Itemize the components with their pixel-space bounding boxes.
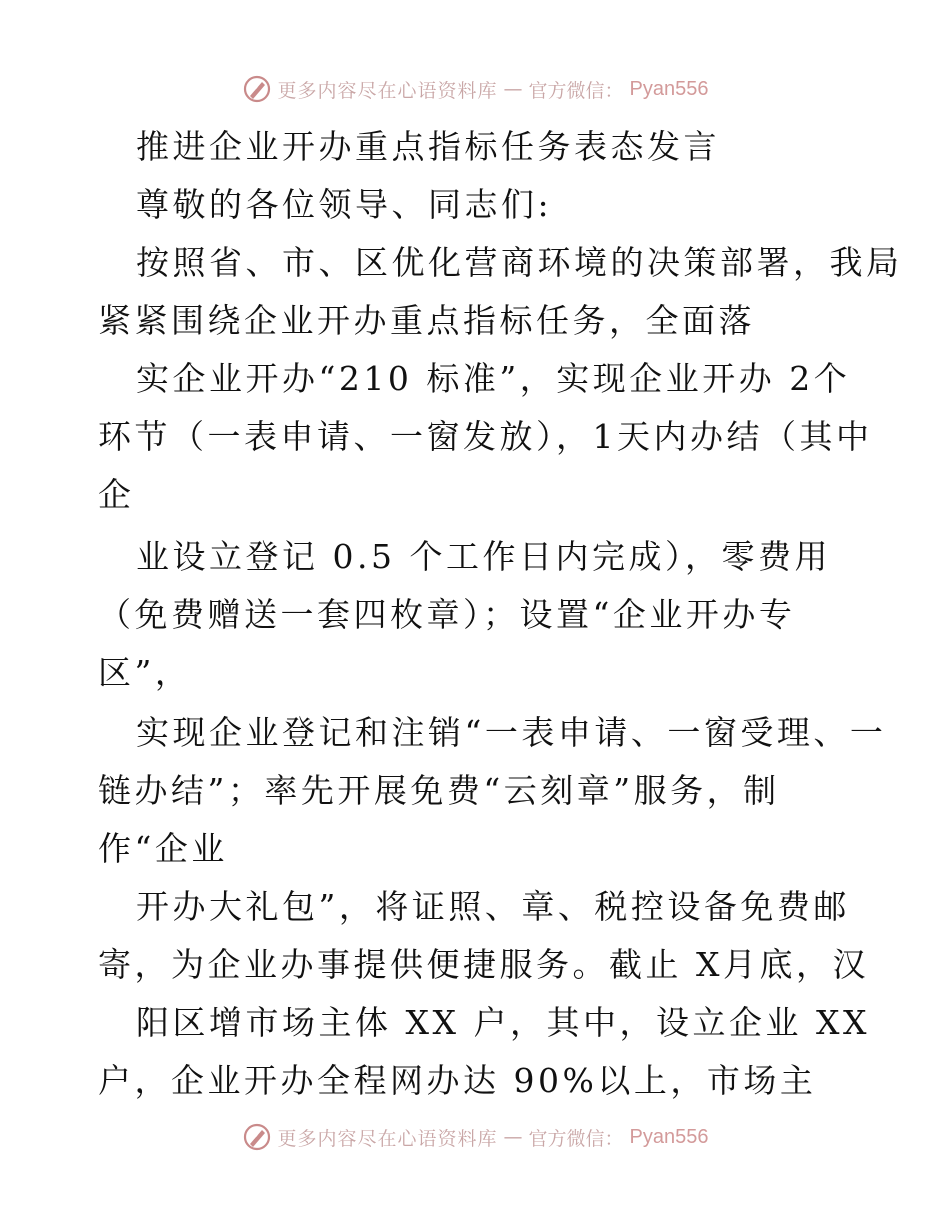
body-line: 区”， xyxy=(98,653,192,692)
body-line: 作“企业 xyxy=(98,829,228,868)
watermark-wechat-label: 官方微信： xyxy=(528,79,624,102)
body-line: 环节（一表申请、一窗发放），1天内办结（其中 xyxy=(98,417,873,456)
header-watermark xyxy=(0,74,950,104)
body-line: 业设立登记 0.5 个工作日内完成），零费用 xyxy=(136,537,831,576)
body-line: 寄，为企业办事提供便捷服务。截止 X月底，汉 xyxy=(98,945,869,984)
salutation: 尊敬的各位领导、同志们: xyxy=(136,185,553,224)
body-line: 链办结”；率先开展免费“云刻章”服务，制 xyxy=(98,771,780,810)
watermark-wechat-label: 官方微信： xyxy=(528,1127,624,1150)
body-line: 企 xyxy=(98,475,135,514)
watermark-text: 更多内容尽在心语资料库 xyxy=(277,1127,498,1150)
watermark-wechat-id: Pyan556 xyxy=(629,1125,709,1148)
body-line: 按照省、市、区优化营商环境的决策部署，我局 xyxy=(136,243,903,282)
body-line: 户，企业开办全程网办达 90%以上，市场主 xyxy=(98,1061,817,1100)
body-line: （免费赠送一套四枚章）；设置“企业开办专 xyxy=(98,595,796,634)
watermark-wechat-id: Pyan556 xyxy=(629,77,709,100)
body-line: 实企业开办“210 标准”，实现企业开办 2个 xyxy=(136,359,851,398)
document-title: 推进企业开办重点指标任务表态发言 xyxy=(136,127,720,166)
pen-heart-logo-icon xyxy=(242,1122,272,1152)
watermark-dash: — xyxy=(503,1126,523,1148)
watermark-dash: — xyxy=(503,78,523,100)
body-line: 开办大礼包”，将证照、章、税控设备免费邮 xyxy=(136,887,850,926)
body-line: 实现企业登记和注销“一表申请、一窗受理、一 xyxy=(136,713,887,752)
pen-heart-logo-icon xyxy=(242,74,272,104)
footer-watermark xyxy=(0,1122,950,1152)
watermark-text: 更多内容尽在心语资料库 xyxy=(277,79,498,102)
body-line: 阳区增市场主体 XX 户，其中，设立企业 XX xyxy=(136,1003,870,1042)
body-line: 紧紧围绕企业开办重点指标任务，全面落 xyxy=(98,301,755,340)
